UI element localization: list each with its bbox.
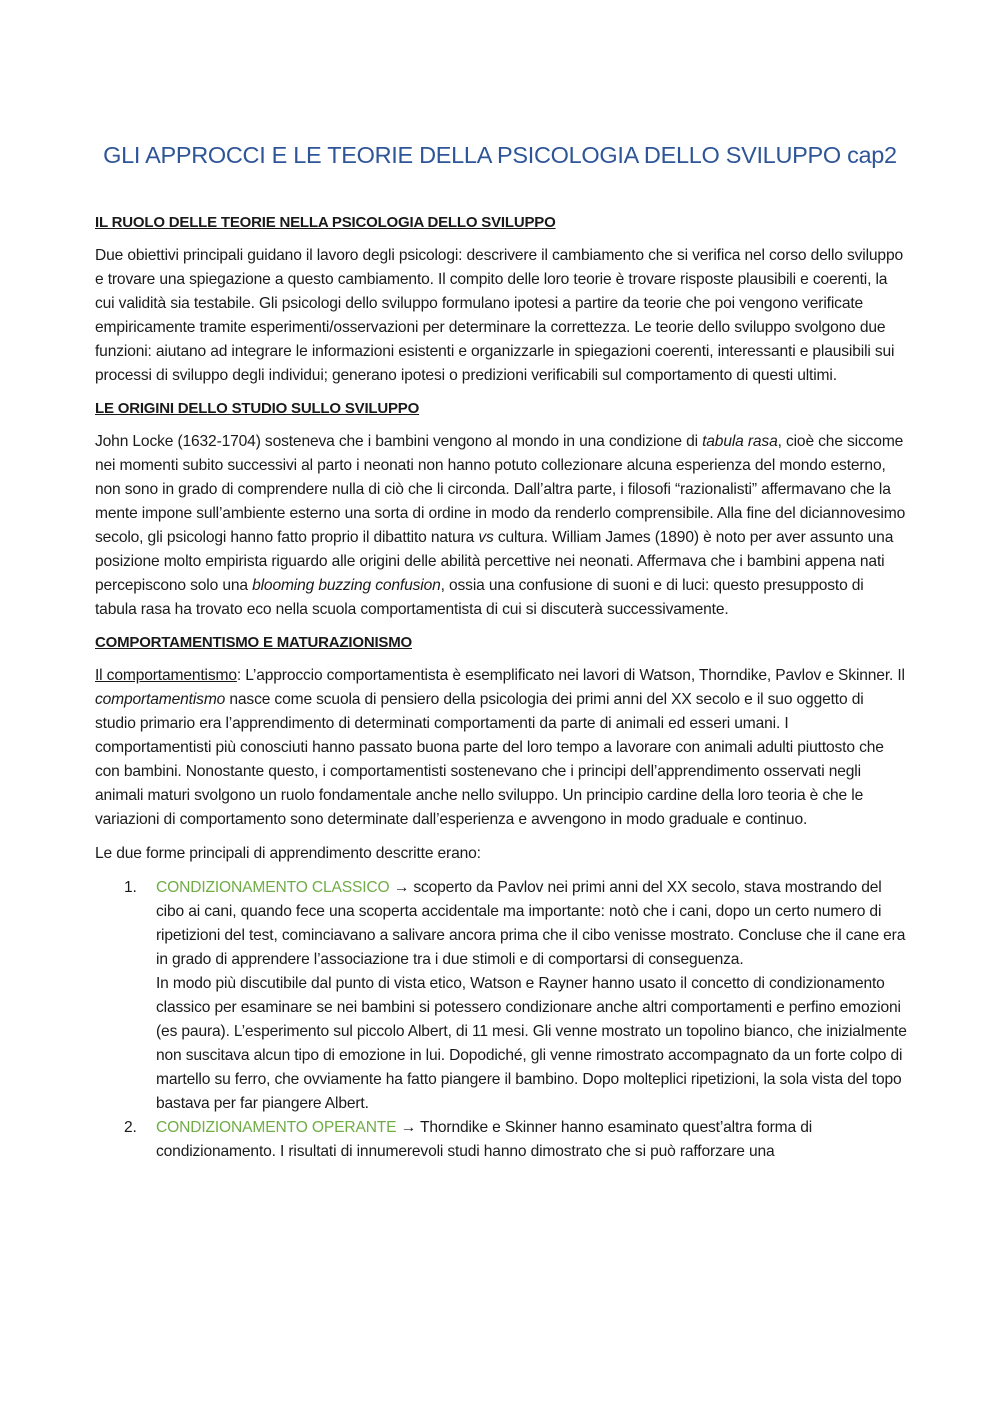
list-item <box>95 1116 907 1164</box>
text-run: John Locke (1632-1704) sosteneva che i bambini vengono al mondo in una condizione di <box>95 433 703 450</box>
list-item <box>95 876 907 1116</box>
section-heading-comportamentismo: COMPORTAMENTISMO E MATURAZIONISMO <box>95 634 412 651</box>
text-run: , cioè che siccome nei momenti subito successivi al parto i neonati non hanno potuto collezionare alcuna esperienza del mondo esterno, non sono in grado di comprendere nulla di ciò che li circonda. Dall’altra parte, i filosofi “razionalisti” affermavano che la mente impone sull’ambiente esterno una sorta di ordine in modo da renderlo comprensibile. Alla fine del diciannovesimo secolo, gli psicologi hanno fatto proprio il dibattito natura <box>95 433 906 546</box>
list-number: 1. <box>124 879 137 896</box>
document-body <box>95 212 907 1164</box>
section-heading-ruolo-teorie: IL RUOLO DELLE TEORIE NELLA PSICOLOGIA DELLO SVILUPPO <box>95 214 556 231</box>
italic-term-tabula-rasa: tabula rasa <box>702 433 778 450</box>
underlined-label-comportamentismo: Il comportamentismo <box>95 667 237 684</box>
text-run: cultura. William James (1890) è noto per aver assunto una posizione molto empirista riguardo alle origini delle abilità percettive nei neonati. Affermava che i bambini appena nati percepiscono solo una <box>95 529 894 594</box>
numbered-list-condizionamento <box>95 876 907 1164</box>
list-text: Thorndike e Skinner hanno esaminato quest’altra forma di condizionamento. I risultati di innumerevoli studi hanno dimostrato che si può rafforzare una <box>156 1119 813 1160</box>
text-run: nasce come scuola di pensiero della psicologia dei primi anni del XX secolo e il suo oggetto di studio primario era l’apprendimento di determinati comportamenti da parte di animali ed esseri umani. I comportamentisti più conosciuti hanno passato buona parte del loro tempo a lavorare con animali adulti piuttosto che con bambini. Nonostante questo, i comportamentisti sostenevano che i principi dell’apprendimento osservati negli animali maturi svolgono un ruolo fondamentale anche nello sviluppo. Un principio cardine della loro teoria è che le variazioni di comportamento sono determinate dall’esperienza e avvengono in modo graduale e continuo. <box>95 691 884 828</box>
list-text-continued: In modo più discutibile dal punto di vista etico, Watson e Rayner hanno usato il concetto di condizionamento classico per esaminare se nei bambini si potessero condizionare anche altri comportamenti e perfino emozioni (es paura). L’esperimento sul piccolo Albert, di 11 mesi. Gli venne mostrato un topolino bianco, che inizialmente non suscitava alcun tipo di emozione in lui. Dopodiché, gli venne rimostrato accompagnato da un forte colpo di martello su ferro, che ovviamente ha fatto piangere il bambino. Dopo molteplici ripetizioni, la sola vista del topo bastava per far piangere Albert. <box>156 975 907 1112</box>
list-number: 2. <box>124 1119 137 1136</box>
text-run: : L’approccio comportamentista è esemplificato nei lavori di Watson, Thorndike, Pavlov e Skinner. Il <box>236 667 905 684</box>
arrow-right-icon: → <box>393 879 410 896</box>
paragraph-ruolo-teorie: Due obiettivi principali guidano il lavoro degli psicologi: descrivere il cambiamento che si verifica nel corso dello sviluppo e trovare una spiegazione a questo cambiamento. Il compito delle loro teorie è trovare risposte plausibili e coerenti, la cui validità sia testabile. Gli psicologi dello sviluppo formulano ipotesi a partire da teorie che poi vengono verificate empiricamente tramite esperimenti/osservazioni per determinare la correttezza. Le teorie dello sviluppo svolgono due funzioni: aiutano ad integrare le informazioni esistenti e organizzarle in spiegazioni coerenti, interessanti e plausibili sui processi di sviluppo degli individui; generano ipotesi o predizioni verificabili sul comportamento di questi ultimi. <box>95 247 903 384</box>
list-term-classico: CONDIZIONAMENTO CLASSICO <box>156 879 390 896</box>
text-run: , ossia una confusione di suoni e di luci: questo presupposto di tabula rasa ha trovato eco nella scuola comportamentista di cui si discuterà successivamente. <box>95 577 864 618</box>
paragraph-comportamentismo <box>95 664 907 832</box>
list-term-operante: CONDIZIONAMENTO OPERANTE <box>156 1119 397 1136</box>
arrow-right-icon: → <box>400 1119 417 1136</box>
italic-term-vs: vs <box>478 529 494 546</box>
italic-term-blooming-buzzing: blooming buzzing confusion <box>252 577 441 594</box>
italic-term-comportamentismo: comportamentismo <box>95 691 226 708</box>
document-title: GLI APPROCCI E LE TEORIE DELLA PSICOLOGIA DELLO SVILUPPO cap2 <box>103 142 897 168</box>
paragraph-intro-forme: Le due forme principali di apprendimento descritte erano: <box>95 845 481 862</box>
section-heading-origini: LE ORIGINI DELLO STUDIO SULLO SVILUPPO <box>95 400 420 417</box>
list-text: scoperto da Pavlov nei primi anni del XX secolo, stava mostrando del cibo ai cani, quando fece una scoperta accidentale ma importante: notò che i cani, dopo un certo numero di ripetizioni del test, cominciavano a salivare ancora prima che il cibo venisse mostrato. Concluse che il cane era in grado di apprendere l’associazione tra i due stimoli e di comportarsi di conseguenza. <box>156 879 906 968</box>
paragraph-origini <box>95 430 907 622</box>
